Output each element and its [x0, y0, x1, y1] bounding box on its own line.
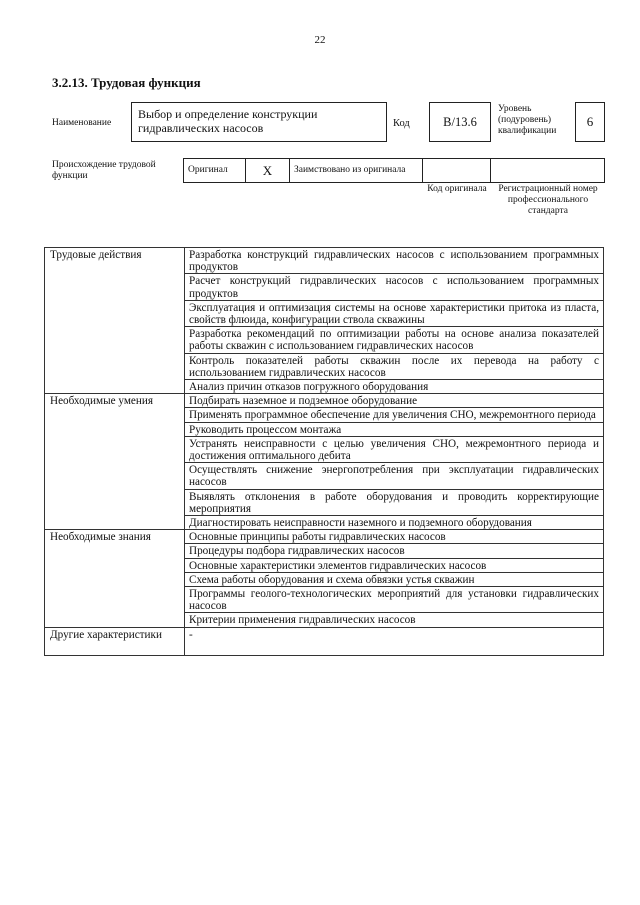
reg-number-cell [491, 159, 605, 183]
table-cell: Процедуры подбора гидравлических насосов [185, 544, 604, 558]
page-number: 22 [314, 34, 326, 46]
table-cell: Основные принципы работы гидравлических насосов [185, 530, 604, 544]
table-cell: Схема работы оборудования и схема обвязки устья скважин [185, 572, 604, 586]
table-cell: Устранять неисправности с целью увеличения СНО, межремонтного периода и достижения оптимального дебита [185, 436, 604, 462]
table-cell: Осуществлять снижение энергопотребления при эксплуатации гидравлических насосов [185, 463, 604, 489]
table-cell: Анализ причин отказов погружного оборудования [185, 380, 604, 394]
labor-function-table [44, 247, 604, 656]
category-labor-actions: Трудовые действия [45, 248, 185, 394]
table-cell: Применять программное обеспечение для увеличения СНО, межремонтного периода [185, 408, 604, 422]
table-cell: Выявлять отклонения в работе оборудования и проводить корректирующие мероприятия [185, 489, 604, 515]
code-original-cell [423, 159, 491, 183]
borrowed-label: Заимствовано из оригинала [290, 159, 423, 183]
table-cell: Подбирать наземное и подземное оборудование [185, 394, 604, 408]
table-cell: Разработка конструкций гидравлических насосов с использованием программных продуктов [185, 248, 604, 274]
table-cell: Диагностировать неисправности наземного и подземного оборудования [185, 516, 604, 530]
table-cell: Основные характеристики элементов гидравлических насосов [185, 558, 604, 572]
table-cell: Критерии применения гидравлических насосов [185, 613, 604, 627]
original-label: Оригинал [184, 159, 246, 183]
level-value-box: 6 [575, 102, 605, 142]
table-cell: Программы геолого-технологических мероприятий для установки гидравлических насосов [185, 587, 604, 613]
function-name-box: Выбор и определение конструкции гидравлических насосов [131, 102, 387, 142]
original-mark: X [246, 159, 290, 183]
category-required-skills: Необходимые умения [45, 394, 185, 530]
table-row [45, 394, 604, 408]
code-label: Код [393, 118, 410, 129]
section-title: 3.2.13. Трудовая функция [52, 75, 201, 90]
name-label: Наименование [52, 118, 112, 128]
table-cell: Расчет конструкций гидравлических насосов с использованием программных продуктов [185, 274, 604, 300]
table-row [45, 530, 604, 544]
table-row [45, 627, 604, 655]
table-cell: Эксплуатация и оптимизация системы на основе характеристики притока из пласта, свойств флюида, конфигурации ствола скважины [185, 300, 604, 326]
origin-label: Происхождение трудовой функции [52, 160, 156, 181]
table-cell: Контроль показателей работы скважин после их перевода на работу с использованием гидравлических насосов [185, 353, 604, 379]
table-row [45, 248, 604, 274]
category-required-knowledge: Необходимые знания [45, 530, 185, 627]
table-cell: Руководить процессом монтажа [185, 422, 604, 436]
origin-table [183, 158, 605, 183]
category-other-characteristics: Другие характеристики [45, 627, 185, 655]
reg-number-label: Регистрационный номер профессионального стандарта [498, 184, 598, 216]
level-label: Уровень (подуровень) квалификации [498, 104, 557, 136]
table-cell: - [185, 627, 604, 655]
code-original-label: Код оригинала [427, 184, 487, 194]
code-value-box: B/13.6 [429, 102, 491, 142]
table-cell: Разработка рекомендаций по оптимизации работы на основе анализа показателей работы скважин с использованием гидравлических насосов [185, 327, 604, 353]
